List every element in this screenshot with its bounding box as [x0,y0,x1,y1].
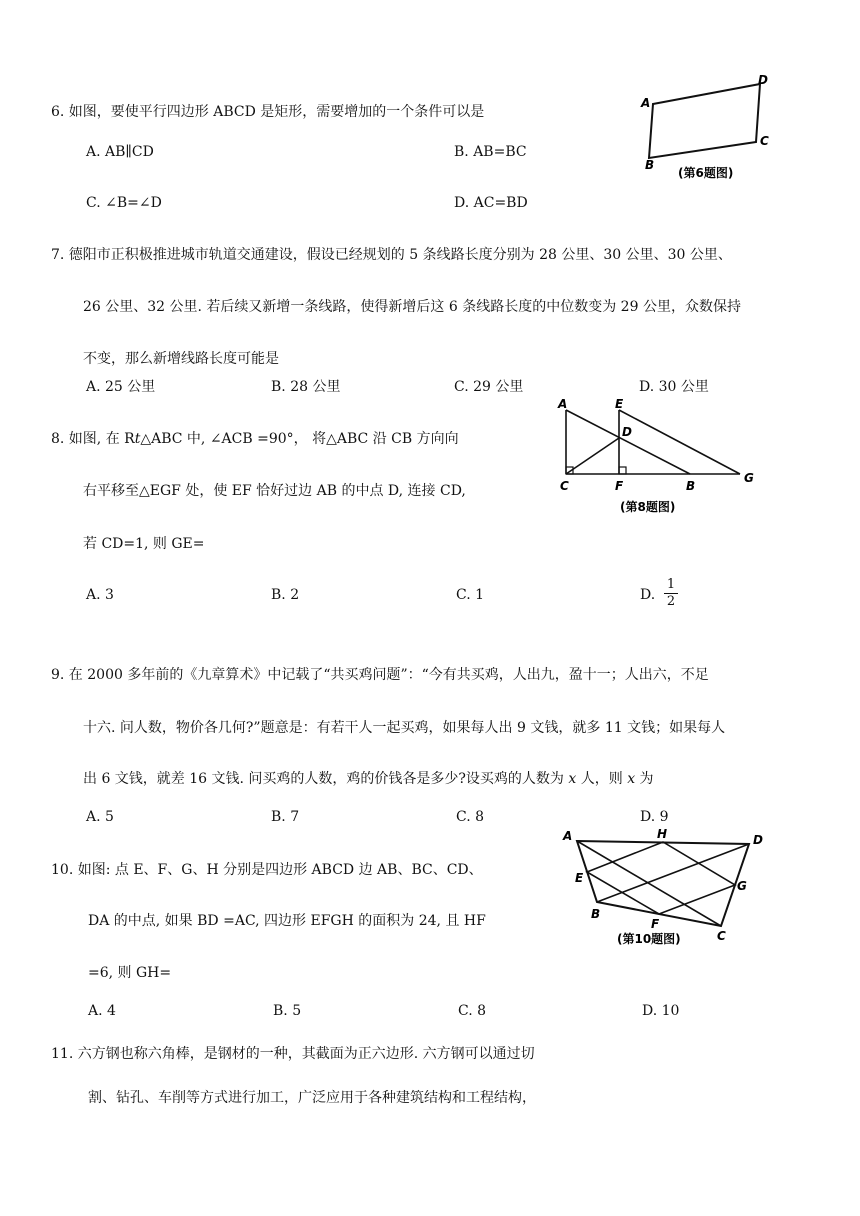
q7-option-d[interactable]: D. 30 公里 [639,379,709,395]
q9-option-c[interactable]: C. 8 [456,809,485,825]
q8-figure [550,392,760,526]
q7-option-a[interactable]: A. 25 公里 [86,379,156,395]
svg-text:A: A [558,397,568,411]
q8-option-b[interactable]: B. 2 [271,587,300,603]
q9-option-d[interactable]: D. 9 [640,809,669,825]
label-b: B [645,158,655,172]
q8-option-d[interactable]: D. [640,587,656,603]
q7-line1: 7. 德阳市正积极推进城市轨道交通建设，假设已经规划的 5 条线路长度分别为 28 公里、30 公里、30 公里、 [51,247,732,263]
svg-text:B: B [686,479,696,493]
label-c: C [760,134,769,148]
svg-text:C: C [560,479,569,493]
q10-line1: 10. 如图: 点 E、F、G、H 分别是四边形 ABCD 边 AB、BC、CD、 [51,862,483,878]
q8-option-c[interactable]: C. 1 [456,587,485,603]
fraction-denominator: 2 [666,594,676,609]
svg-text:A: A [563,829,573,843]
q8-line2: 右平移至△EGF 处，使 EF 恰好过边 AB 的中点 D, 连接 CD, [83,483,466,499]
q8-option-d-fraction [664,578,678,609]
svg-text:C: C [717,929,726,943]
q8-figure-caption: (第8题图) [620,500,676,514]
q11-line2: 割、钻孔、车削等方式进行加工，广泛应用于各种建筑结构和工程结构， [88,1090,536,1106]
svg-text:D: D [753,833,763,847]
q6-option-d[interactable]: D. AC=BD [454,195,528,211]
svg-text:B: B [591,907,601,921]
q8-line1: 8. 如图, 在 Rt△ABC 中, ∠ACB =90°， 将△ABC 沿 CB 方向向 [51,431,459,447]
q6-option-c[interactable]: C. ∠B=∠D [86,195,162,211]
q10-option-d[interactable]: D. 10 [642,1003,680,1019]
q6-figure [628,68,788,192]
q7-line2: 26 公里、32 公里. 若后续又新增一条线路，使得新增后这 6 条线路长度的中位数变为 29 公里，众数保持 [83,299,741,315]
svg-text:H: H [657,827,668,841]
svg-text:G: G [744,471,754,485]
q11-line1: 11. 六方钢也称六角棒，是钢材的一种，其截面为正六边形. 六方钢可以通过切 [51,1046,535,1062]
q10-option-a[interactable]: A. 4 [88,1003,116,1019]
q6-stem: 6. 如图，要使平行四边形 ABCD 是矩形，需要增加的一个条件可以是 [51,104,485,120]
q10-figure [555,822,775,956]
q9-option-b[interactable]: B. 7 [271,809,300,825]
q10-line2: DA 的中点, 如果 BD =AC, 四边形 EFGH 的面积为 24, 且 HF [88,913,486,929]
fraction-numerator: 1 [666,577,676,592]
q10-figure-caption: (第10题图) [617,932,681,946]
q10-option-c[interactable]: C. 8 [458,1003,487,1019]
svg-text:E: E [575,871,584,885]
q8-line3: 若 CD=1, 则 GE= [83,536,205,552]
q7-line3: 不变，那么新增线路长度可能是 [83,351,279,367]
svg-text:G: G [737,879,747,893]
q9-line3: 出 6 文钱，就差 16 文钱. 问买鸡的人数，鸡的价钱各是多少?设买鸡的人数为 x 人，则 x 为 [83,771,654,787]
q6-option-a[interactable]: A. AB∥CD [86,144,154,160]
parallelogram-abcd [649,84,760,158]
q8-option-a[interactable]: A. 3 [86,587,114,603]
q10-option-b[interactable]: B. 5 [273,1003,302,1019]
q10-line3: =6, 则 GH= [88,965,172,981]
q7-option-c[interactable]: C. 29 公里 [454,379,524,395]
q9-line1: 9. 在 2000 多年前的《九章算术》中记载了“共买鸡问题”：“今有共买鸡，人出九，盈十一；人出六，不足 [51,667,709,683]
q7-option-b[interactable]: B. 28 公里 [271,379,341,395]
svg-text:E: E [615,397,624,411]
q6-figure-caption: (第6题图) [678,166,734,180]
q6-option-b[interactable]: B. AB=BC [454,144,527,160]
svg-text:F: F [615,479,624,493]
q9-line2: 十六. 问人数，物价各几何?”题意是：有若干人一起买鸡，如果每人出 9 文钱，就多 11 文钱；如果每人 [83,720,726,736]
svg-text:F: F [651,917,660,931]
svg-text:D: D [622,425,632,439]
q9-option-a[interactable]: A. 5 [86,809,114,825]
label-d: D [758,73,768,87]
label-a: A [641,96,651,110]
